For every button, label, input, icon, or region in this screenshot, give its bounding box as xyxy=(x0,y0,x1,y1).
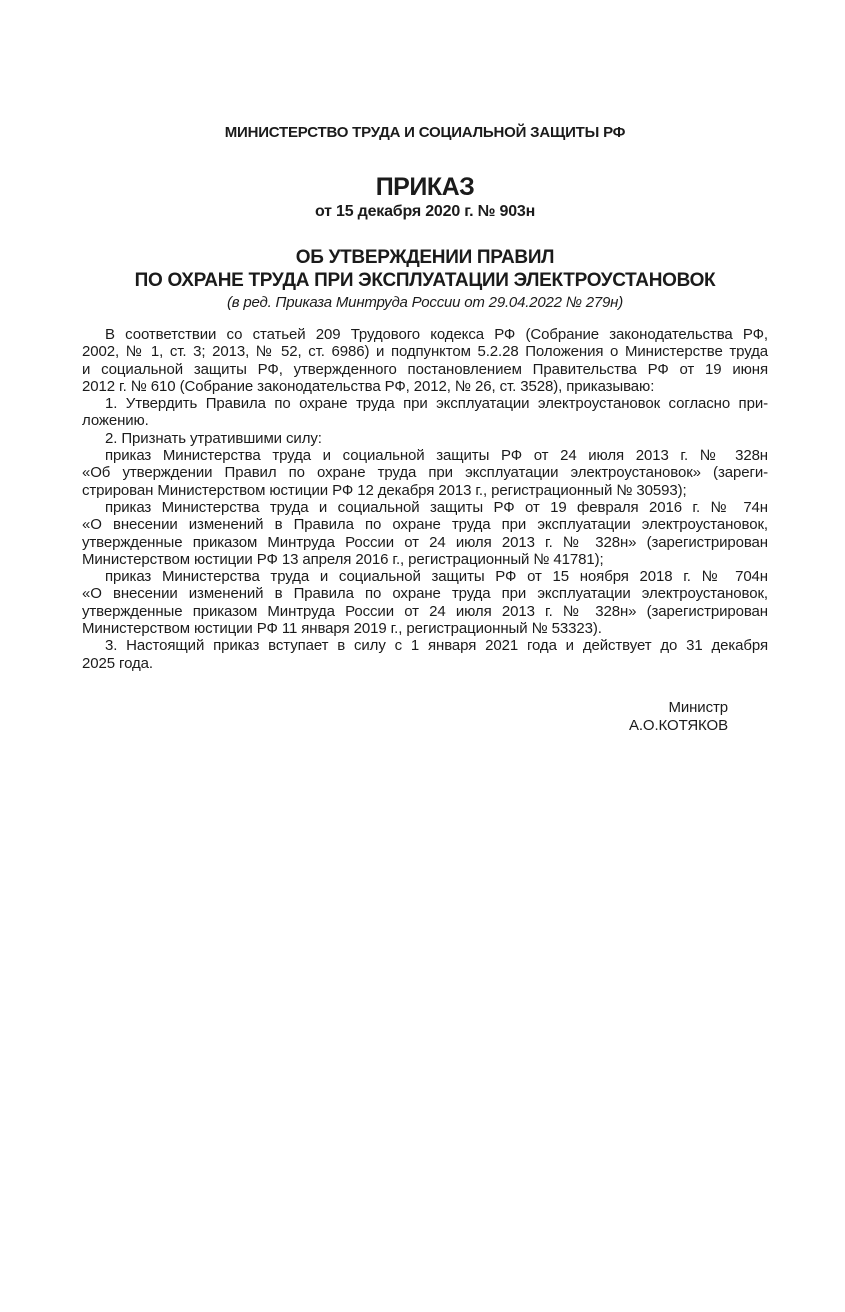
document-title xyxy=(82,246,768,292)
text-line: приказ Министерства труда и социальной защиты РФ от 15 ноября 2018 г. № 704н xyxy=(105,568,768,586)
document-title-line-2: ПО ОХРАНЕ ТРУДА ПРИ ЭКСПЛУАТАЦИИ ЭЛЕКТРОУСТАНОВОК xyxy=(134,270,716,291)
text-line: утвержденные приказом Минтруда России от 24 июля 2013 г. № 328н» (зарегистрирован xyxy=(82,602,768,620)
paragraph xyxy=(82,568,768,637)
ministry-header: МИНИСТЕРСТВО ТРУДА И СОЦИАЛЬНОЙ ЗАЩИТЫ РФ xyxy=(224,124,626,141)
text-line: 3. Настоящий приказ вступает в силу с 1 января 2021 года и действует до 31 декабря xyxy=(105,637,768,655)
document-body xyxy=(82,326,768,672)
paragraph xyxy=(82,395,768,430)
text-line: «Об утверждении Правил по охране труда при эксплуатации электроустановок» (зареги- xyxy=(82,464,768,482)
signature-position: Министр xyxy=(668,699,728,716)
text-line: стрирован Министерством юстиции РФ 12 декабря 2013 г., регистрационный № 30593); xyxy=(82,481,687,499)
text-line: «О внесении изменений в Правила по охране труда при эксплуатации электроустановок, xyxy=(82,585,768,603)
text-line: Министерством юстиции РФ 11 января 2019 г., регистрационный № 53323). xyxy=(82,620,602,638)
text-line: и социальной защиты РФ, утвержденного постановлением Правительства РФ от 19 июня xyxy=(82,360,768,378)
text-line: 2012 г. № 610 (Собрание законодательства РФ, 2012, № 26, ст. 3528), приказываю: xyxy=(82,377,655,395)
text-line: приказ Министерства труда и социальной защиты РФ от 19 февраля 2016 г. № 74н xyxy=(105,498,768,516)
text-line: Министерством юстиции РФ 13 апреля 2016 г., регистрационный № 41781); xyxy=(82,550,604,568)
text-line: 2. Признать утратившими силу: xyxy=(105,429,322,447)
text-line: 2025 года. xyxy=(82,654,153,672)
order-document xyxy=(82,0,768,1312)
paragraph xyxy=(82,499,768,568)
paragraph xyxy=(82,447,768,499)
document-title-line-1: ОБ УТВЕРЖДЕНИИ ПРАВИЛ xyxy=(295,247,555,268)
text-line: 2002, № 1, ст. 3; 2013, № 52, ст. 6986) и подпунктом 5.2.28 Положения о Министерстве труда xyxy=(82,343,768,361)
edition-note: (в ред. Приказа Минтруда России от 29.04.2022 № 279н) xyxy=(226,294,624,311)
date-number-line: от 15 декабря 2020 г. № 903н xyxy=(314,203,536,220)
text-line: утвержденные приказом Минтруда России от 24 июля 2013 г. № 328н» (зарегистрирован xyxy=(82,533,768,551)
text-line: «О внесении изменений в Правила по охране труда при эксплуатации электроустановок, xyxy=(82,516,768,534)
paragraph xyxy=(82,326,768,395)
paragraph xyxy=(82,637,768,672)
text-line: ложению. xyxy=(82,412,149,430)
signature-block xyxy=(629,699,728,734)
text-line: приказ Министерства труда и социальной защиты РФ от 24 июля 2013 г. № 328н xyxy=(105,447,768,465)
text-line: 1. Утвердить Правила по охране труда при эксплуатации электроустановок согласно при- xyxy=(105,395,768,413)
text-line: В соответствии со статьей 209 Трудового кодекса РФ (Собрание законодательства РФ, xyxy=(105,326,768,343)
paragraph xyxy=(82,430,768,447)
signature-name: А.О.КОТЯКОВ xyxy=(628,716,728,734)
document-type-heading: ПРИКАЗ xyxy=(375,173,475,201)
